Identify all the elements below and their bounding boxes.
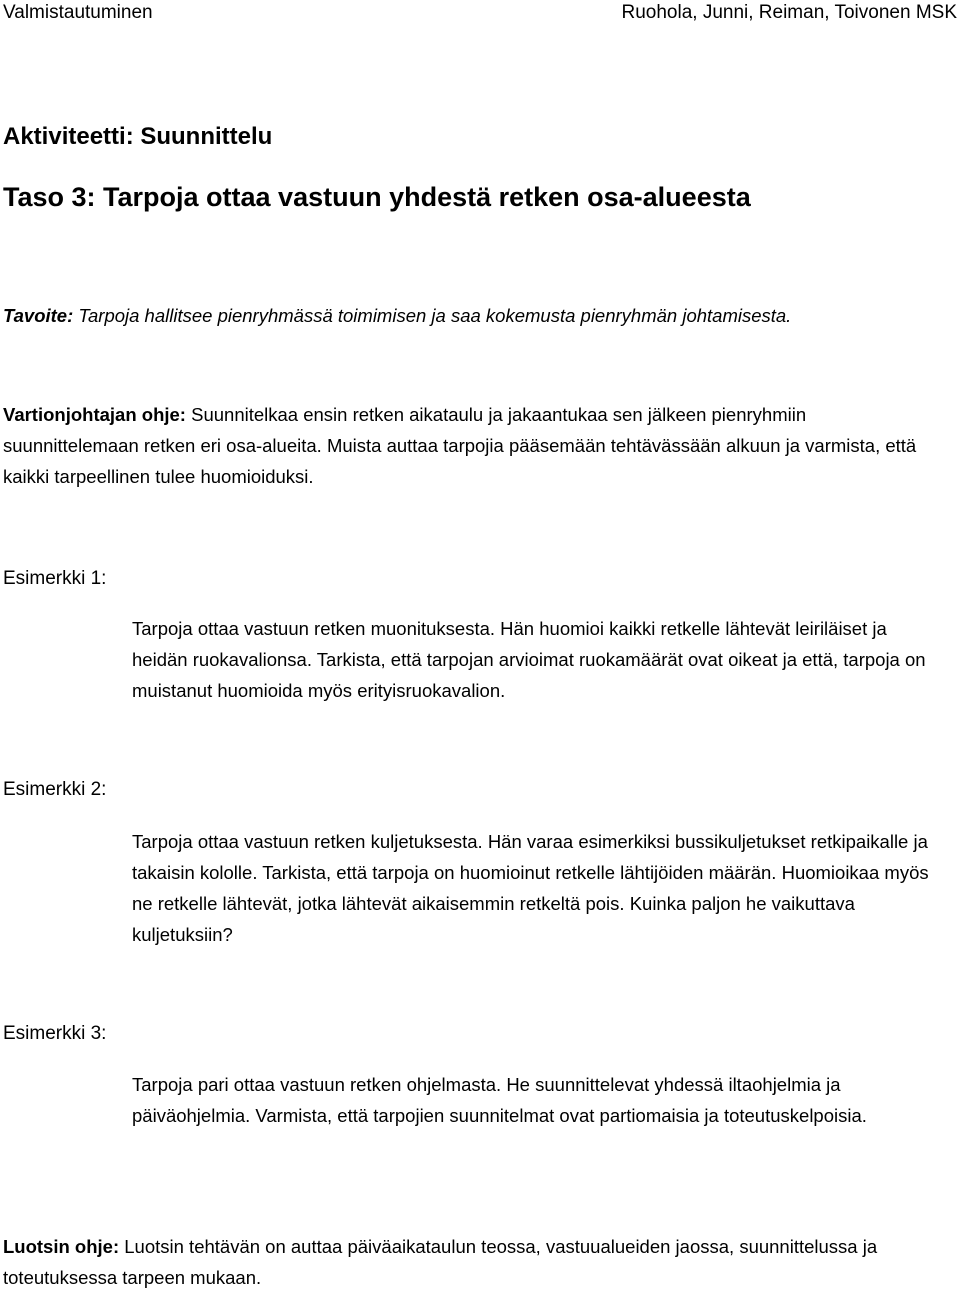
example-1-text: Tarpoja ottaa vastuun retken muonituksesta. Hän huomioi kaikki retkelle lähtevät leiriläiset ja heidän ruokavalionsa. Tarkista, että tarpojan arvioimat ruokamäärät ovat oikeat ja että, tarpoja on muistanut huomioida myös erityisruokavalion. xyxy=(132,618,926,701)
goal-label: Tavoite: xyxy=(3,305,74,326)
example-1-label: Esimerkki 1: xyxy=(3,568,107,589)
pilot-guide-label: Luotsin ohje: xyxy=(3,1236,120,1257)
goal-text: Tarpoja hallitsee pienryhmässä toimimisen ja saa kokemusta pienryhmän johtamisesta. xyxy=(73,305,792,326)
level-title: Taso 3: Tarpoja ottaa vastuun yhdestä retken osa-alueesta xyxy=(3,182,751,212)
leader-guide-text: Suunnitelkaa ensin retken aikataulu ja jakaantukaa sen jälkeen pienryhmiin suunnittelemaan retken eri osa-alueita. Muista auttaa tarpojia pääsemään tehtävässään alkuun ja varmista, että kaikki tarpeellinen tulee huomioiduksi. xyxy=(3,404,917,487)
example-2-label: Esimerkki 2: xyxy=(3,779,107,800)
activity-title: Aktiviteetti: Suunnittelu xyxy=(3,123,273,150)
leader-guide-paragraph xyxy=(3,399,943,492)
example-3-text: Tarpoja pari ottaa vastuun retken ohjelmasta. He suunnittelevat yhdessä iltaohjelmia ja päiväohjelmia. Varmista, että tarpojien suunnitelmat ovat partiomaisia ja toteutuskelpoisia. xyxy=(132,1074,867,1126)
header-section-title: Valmistautuminen xyxy=(3,2,153,23)
pilot-guide-text: Luotsin tehtävän on auttaa päiväaikataulun teossa, vastuualueiden jaossa, suunnittelussa ja toteutuksessa tarpeen mukaan. xyxy=(3,1236,878,1288)
goal-paragraph xyxy=(3,300,791,331)
header-authors: Ruohola, Junni, Reiman, Toivonen MSK xyxy=(621,2,957,23)
example-3-label: Esimerkki 3: xyxy=(3,1023,107,1044)
example-2-text: Tarpoja ottaa vastuun retken kuljetuksesta. Hän varaa esimerkiksi bussikuljetukset retkipaikalle ja takaisin kololle. Tarkista, että tarpoja on huomioinut retkelle lähtijöiden määrän. Huomioikaa myös ne retkelle lähtevät, jotka lähtevät aikaisemmin retkeltä pois. Kuinka paljon he vaikuttava kuljetuksiin? xyxy=(132,831,929,945)
leader-guide-label: Vartionjohtajan ohje: xyxy=(3,404,186,425)
pilot-guide-paragraph xyxy=(3,1231,953,1293)
